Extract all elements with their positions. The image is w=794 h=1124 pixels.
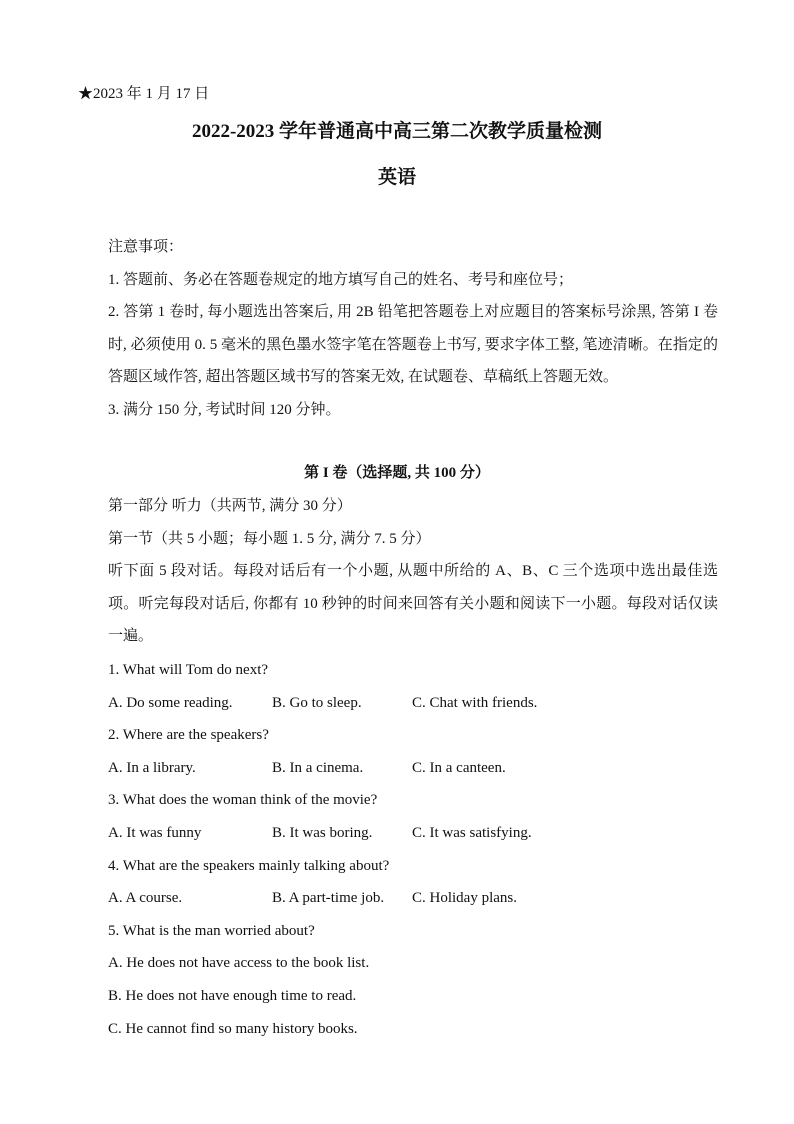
exam-date: ★2023 年 1 月 17 日 [78, 86, 210, 102]
option-a: A. He does not have access to the book list. [108, 955, 370, 972]
question-options [108, 687, 718, 720]
listening-instructions: 听下面 5 段对话。每段对话后有一个小题, 从题中所给的 A、B、C 三个选项中选出最佳选项。听完每段对话后, 你都有 10 秒钟的时间来回答有关小题和阅读下一小题。每段对话仅读一遍。 [108, 563, 718, 644]
option-a: A. It was funny [108, 824, 202, 841]
option-a: A. Do some reading. [108, 694, 233, 711]
option-c: C. Chat with friends. [412, 694, 538, 711]
section-title: 第 I 卷（选择题, 共 100 分） [304, 465, 490, 481]
question-options [108, 752, 718, 785]
question-list [108, 654, 718, 1045]
note-item: 3. 满分 150 分, 考试时间 120 分钟。 [108, 401, 341, 418]
option-b: B. He does not have enough time to read. [108, 987, 357, 1004]
subsection-heading: 第一节（共 5 小题；每小题 1. 5 分, 满分 7. 5 分） [108, 530, 431, 547]
option-c: C. Holiday plans. [412, 890, 517, 907]
option-b: B. Go to sleep. [272, 694, 362, 711]
question-text: 2. Where are the speakers? [108, 727, 269, 744]
note-item: 1. 答题前、务必在答题卷规定的地方填写自己的姓名、考号和座位号； [108, 271, 574, 288]
part-heading: 第一部分 听力（共两节, 满分 30 分） [108, 498, 352, 514]
option-b: B. It was boring. [272, 824, 373, 841]
notes-section [108, 231, 718, 426]
option-b: B. In a cinema. [272, 759, 364, 776]
question-text: 5. What is the man worried about? [108, 922, 315, 939]
option-a: A. A course. [108, 890, 183, 907]
option-c: C. He cannot find so many history books. [108, 1020, 358, 1037]
option-c: C. In a canteen. [412, 759, 506, 776]
question-options [108, 817, 718, 850]
note-item: 2. 答第 1 卷时, 每小题选出答案后, 用 2B 铅笔把答题卷上对应题目的答案标号涂黑, 答第 I 卷时, 必须使用 0. 5 毫米的黑色墨水签字笔在答题卷上书写, 要求字体工整, 笔迹清晰。在指定的答题区域作答, 超出答题区域书写的答案无效, 在试题卷、草稿纸上答题无效。 [108, 304, 718, 385]
option-a: A. In a library. [108, 759, 196, 776]
question-text: 1. What will Tom do next? [108, 662, 269, 678]
question-options [108, 882, 718, 915]
exam-subject: 英语 [377, 167, 416, 188]
question-text: 3. What does the woman think of the movie? [108, 792, 378, 809]
option-b: B. A part-time job. [272, 890, 385, 907]
option-c: C. It was satisfying. [412, 824, 532, 841]
listening-section [108, 490, 718, 653]
exam-title: 2022-2023 学年普通高中高三第二次教学质量检测 [191, 121, 603, 142]
notes-heading: 注意事项： [108, 239, 184, 255]
question-text: 4. What are the speakers mainly talking about? [108, 857, 390, 874]
